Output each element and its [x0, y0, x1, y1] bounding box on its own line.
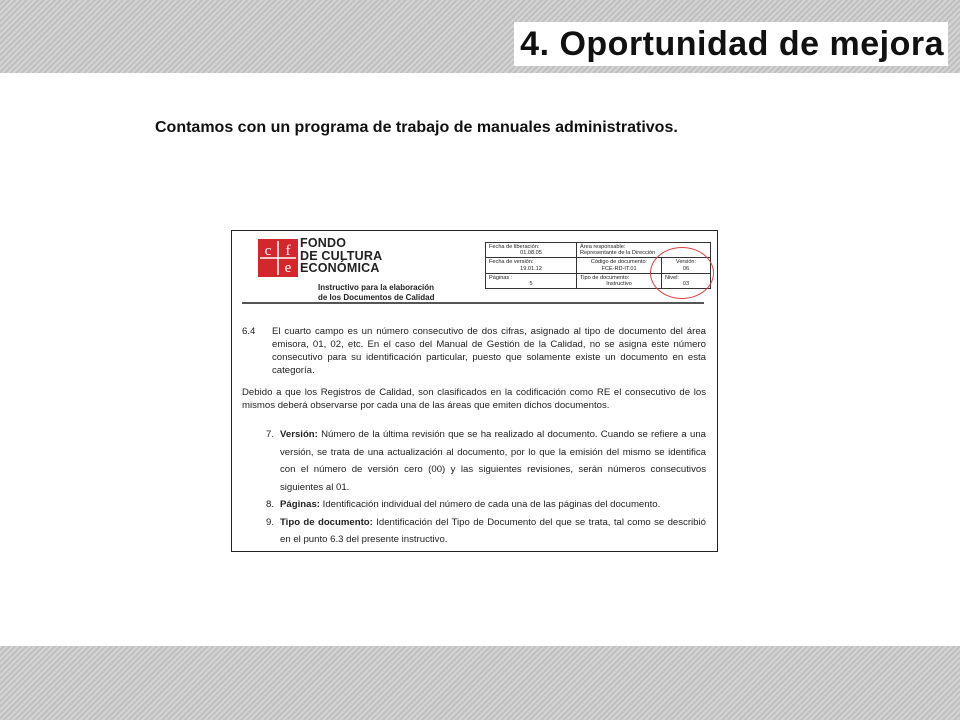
logo-text [300, 237, 382, 275]
meta-cell: Fecha de liberación: 01.08.05 [486, 243, 577, 258]
meta-cell: Tipo de documento: Instructivo [577, 273, 662, 288]
logo-line: DE CULTURA [300, 248, 383, 263]
section-6-4 [242, 325, 706, 377]
logo-line: FONDO [300, 236, 347, 250]
bottom-band [0, 646, 960, 720]
meta-cell: Código de documento: FCE-RD-IT.01 [577, 258, 662, 273]
version-highlight-circle [650, 247, 714, 299]
meta-cell-version: Versión: 06 [662, 258, 711, 273]
section-number: 6.4 [242, 326, 256, 337]
list-item: 9. Tipo de documento: Identificación del Tipo de Documento del que se trata, tal como se describió en el punto 6.3 del presente instructivo. [265, 516, 706, 545]
section-text: El cuarto campo es un número consecutivo de dos cifras, asignado al tipo de documento del área emisora, 01, 02, etc. En el caso del Manual de Gestión de la Calidad, no se asigna este número consecutivo para su identificación particular, puesto que solamente existe un documento en esta categoría. [272, 326, 706, 376]
meta-cell: Páginas : 5 [486, 273, 577, 288]
svg-text:c: c [264, 243, 272, 259]
svg-text:f: f [285, 243, 291, 259]
caption-line: de los Documentos de Calidad [318, 293, 435, 302]
header-divider [242, 302, 704, 304]
list-item: 7. Versión: Número de la última revisión que se ha realizado al documento. Cuando se refiere a una versión, se trata de una actualización al documento, por lo que la emisión del mismo se identifica con el número de versión cero (00) y las siguientes revisiones, serán números consecutivos siguientes al 01. [265, 429, 706, 493]
definition-list [242, 426, 706, 549]
meta-cell: Área responsable: Representante de la Dirección [577, 243, 711, 258]
slide-title: 4. Oportunidad de mejora [514, 22, 948, 66]
list-item: 8. Páginas: Identificación individual del número de cada una de las páginas del documento. [265, 499, 661, 510]
slide-subtitle: Contamos con un programa de trabajo de manuales administrativos. [155, 119, 678, 136]
document-caption [318, 283, 434, 303]
meta-cell: Nivel: 03 [662, 273, 711, 288]
paragraph: Debido a que los Registros de Calidad, son clasificados en la codificación como RE el consecutivo de los mismos deberá observarse por cada una de las áreas que emiten dichos documentos. [242, 387, 706, 411]
meta-cell: Fecha de versión: 19.01.12 [486, 258, 577, 273]
document-image [231, 230, 718, 552]
caption-line: Instructivo para la elaboración [318, 283, 435, 292]
document-body [242, 325, 706, 549]
logo-line: ECONÓMICA [300, 261, 380, 275]
fce-logo-icon [258, 239, 298, 277]
svg-text:e: e [284, 260, 292, 276]
